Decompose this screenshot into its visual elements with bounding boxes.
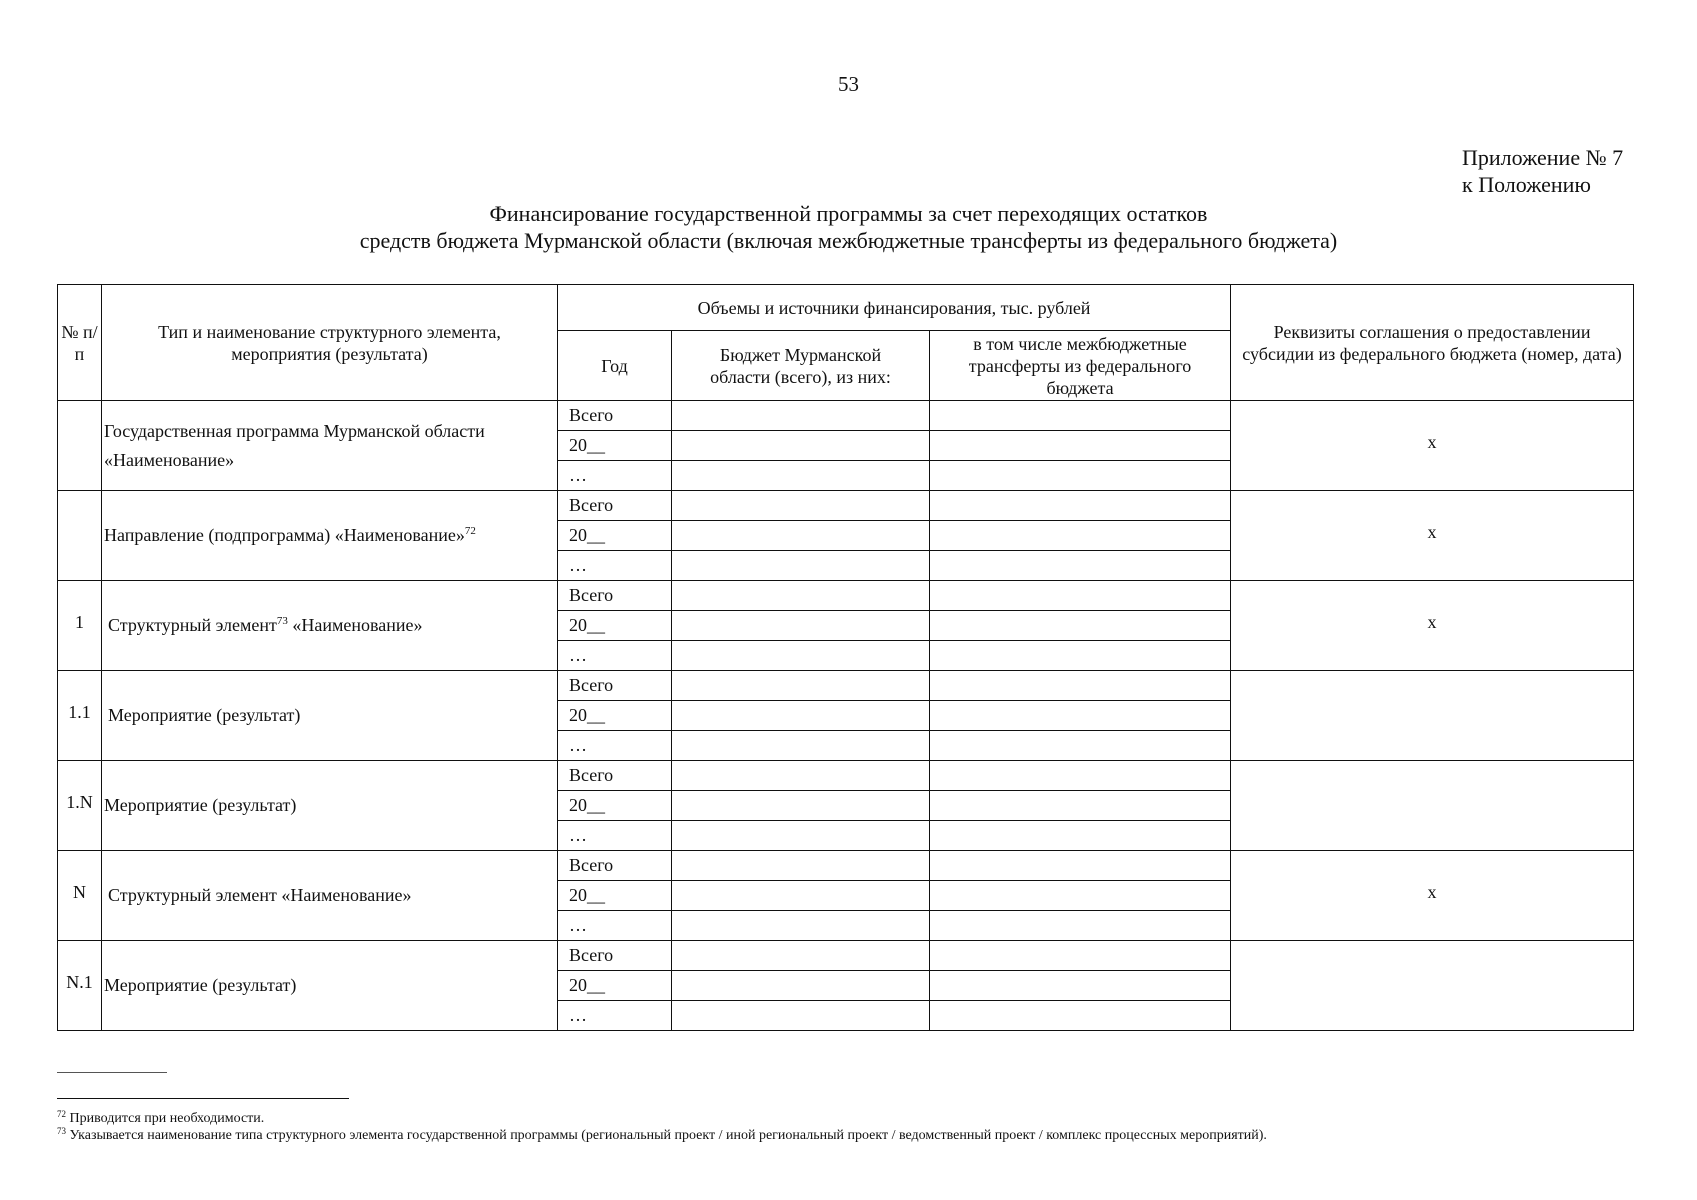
regional-budget-cell: [672, 401, 930, 431]
requisites-mark: x: [1427, 612, 1437, 632]
footnotes: [57, 1110, 1267, 1144]
year-cell: …: [558, 551, 672, 581]
federal-transfers-cell: [930, 761, 1231, 791]
requisites-mark: x: [1427, 432, 1437, 452]
element-name-text: Государственная программа Мурманской области «Наименование»: [104, 420, 485, 470]
element-name-text: Мероприятие (результат): [104, 795, 297, 815]
requisites-mark: x: [1427, 882, 1437, 902]
table-row: [58, 941, 1634, 971]
agreement-requisites-cell: [1231, 581, 1634, 671]
appendix-line-2: к Положению: [1462, 172, 1591, 197]
header-federal-transfers: в том числе межбюджетные трансферты из федерального бюджета: [930, 331, 1231, 401]
regional-budget-cell: [672, 941, 930, 971]
regional-budget-cell: [672, 881, 930, 911]
appendix-reference: [1462, 144, 1623, 198]
year-cell: Всего: [558, 581, 672, 611]
federal-transfers-cell: [930, 521, 1231, 551]
header-number: № п/п: [58, 285, 102, 401]
row-number-text: 1.N: [66, 792, 93, 812]
year-cell: …: [558, 461, 672, 491]
regional-budget-cell: [672, 521, 930, 551]
agreement-requisites-cell: [1231, 941, 1634, 1031]
agreement-requisites-cell: [1231, 671, 1634, 761]
row-number: [58, 851, 102, 941]
header-agreement-requisites: Реквизиты соглашения о предоставлении субсидии из федерального бюджета (номер, дата): [1231, 285, 1634, 401]
regional-budget-cell: [672, 641, 930, 671]
regional-budget-cell: [672, 761, 930, 791]
element-name-text: Структурный элемент: [108, 615, 277, 635]
year-cell: …: [558, 731, 672, 761]
element-name-text: Мероприятие (результат): [108, 705, 301, 725]
regional-budget-cell: [672, 821, 930, 851]
federal-transfers-cell: [930, 551, 1231, 581]
page-number: 53: [838, 72, 859, 96]
appendix-line-1: Приложение № 7: [1462, 145, 1624, 170]
element-name-suffix: «Наименование»: [287, 615, 423, 635]
year-cell: 20__: [558, 971, 672, 1001]
footnote-73: [57, 1127, 1267, 1144]
regional-budget-cell: [672, 551, 930, 581]
year-cell: 20__: [558, 611, 672, 641]
table-row: [58, 671, 1634, 701]
regional-budget-cell: [672, 1001, 930, 1031]
document-title: [0, 200, 1697, 254]
element-name: [102, 941, 558, 1031]
year-cell: 20__: [558, 791, 672, 821]
table-row: [58, 761, 1634, 791]
row-number-text: N.1: [66, 972, 93, 992]
regional-budget-cell: [672, 581, 930, 611]
row-number-text: N: [73, 882, 86, 902]
row-number-text: 1.1: [68, 702, 91, 722]
requisites-mark: x: [1427, 522, 1437, 542]
regional-budget-cell: [672, 791, 930, 821]
element-name: [102, 671, 558, 761]
element-name-text: Мероприятие (результат): [104, 975, 297, 995]
year-cell: 20__: [558, 881, 672, 911]
year-cell: Всего: [558, 851, 672, 881]
table-row: [58, 851, 1634, 881]
regional-budget-cell: [672, 671, 930, 701]
table-row: [58, 491, 1634, 521]
header-funding: Объемы и источники финансирования, тыс. рублей: [558, 285, 1231, 331]
table-row: [58, 581, 1634, 611]
federal-transfers-cell: [930, 1001, 1231, 1031]
year-cell: Всего: [558, 671, 672, 701]
agreement-requisites-cell: [1231, 761, 1634, 851]
federal-transfers-cell: [930, 401, 1231, 431]
federal-transfers-cell: [930, 701, 1231, 731]
footnote-reference: 72: [464, 525, 476, 537]
row-number: [58, 671, 102, 761]
element-name-text: Структурный элемент «Наименование»: [108, 885, 412, 905]
element-name: [102, 581, 558, 671]
year-cell: Всего: [558, 761, 672, 791]
federal-transfers-cell: [930, 731, 1231, 761]
federal-transfers-cell: [930, 611, 1231, 641]
federal-transfers-cell: [930, 911, 1231, 941]
row-number: [58, 491, 102, 581]
federal-transfers-cell: [930, 491, 1231, 521]
federal-transfers-cell: [930, 671, 1231, 701]
footnote-rule-short: [57, 1072, 167, 1073]
federal-transfers-cell: [930, 791, 1231, 821]
title-line-1: Финансирование государственной программы за счет переходящих остатков: [489, 201, 1208, 226]
row-number: [58, 581, 102, 671]
year-cell: 20__: [558, 701, 672, 731]
regional-budget-cell: [672, 611, 930, 641]
federal-transfers-cell: [930, 581, 1231, 611]
regional-budget-cell: [672, 731, 930, 761]
header-regional-budget: Бюджет Мурманской области (всего), из них:: [672, 331, 930, 401]
table-body: [58, 401, 1634, 1031]
regional-budget-cell: [672, 701, 930, 731]
row-number: [58, 761, 102, 851]
regional-budget-cell: [672, 851, 930, 881]
regional-budget-cell: [672, 431, 930, 461]
element-name: [102, 851, 558, 941]
regional-budget-cell: [672, 491, 930, 521]
year-cell: Всего: [558, 491, 672, 521]
federal-transfers-cell: [930, 461, 1231, 491]
federal-transfers-cell: [930, 971, 1231, 1001]
federal-transfers-cell: [930, 641, 1231, 671]
footnote-text: Приводится при необходимости.: [69, 1111, 265, 1126]
year-cell: 20__: [558, 521, 672, 551]
header-year: Год: [558, 331, 672, 401]
row-number: [58, 401, 102, 491]
year-cell: …: [558, 1001, 672, 1031]
footnote-reference: 73: [276, 615, 288, 627]
footnote-mark: 72: [57, 1109, 66, 1119]
federal-transfers-cell: [930, 851, 1231, 881]
element-name-text: Направление (подпрограмма) «Наименование»: [104, 525, 465, 545]
year-cell: …: [558, 911, 672, 941]
element-name: [102, 491, 558, 581]
year-cell: …: [558, 641, 672, 671]
agreement-requisites-cell: [1231, 491, 1634, 581]
year-cell: 20__: [558, 431, 672, 461]
regional-budget-cell: [672, 911, 930, 941]
table-row: [58, 401, 1634, 431]
regional-budget-cell: [672, 971, 930, 1001]
footnote-text: Указывается наименование типа структурного элемента государственной программы (региональный проект / иной региональный проект / ведомственный проект / комплекс процессных мероприятий).: [69, 1128, 1267, 1143]
row-number: [58, 941, 102, 1031]
federal-transfers-cell: [930, 821, 1231, 851]
footnote-separator: [57, 1098, 349, 1099]
federal-transfers-cell: [930, 431, 1231, 461]
footnote-72: [57, 1110, 1267, 1127]
financing-table: [57, 284, 1634, 1031]
year-cell: Всего: [558, 941, 672, 971]
header-element-name: Тип и наименование структурного элемента, мероприятия (результата): [102, 285, 558, 401]
agreement-requisites-cell: [1231, 401, 1634, 491]
year-cell: Всего: [558, 401, 672, 431]
row-number-text: 1: [75, 612, 84, 632]
title-line-2: средств бюджета Мурманской области (включая межбюджетные трансферты из федерального бюджета): [359, 228, 1338, 253]
agreement-requisites-cell: [1231, 851, 1634, 941]
federal-transfers-cell: [930, 941, 1231, 971]
element-name: [102, 761, 558, 851]
footnote-mark: 73: [57, 1126, 66, 1136]
federal-transfers-cell: [930, 881, 1231, 911]
element-name: [102, 401, 558, 491]
regional-budget-cell: [672, 461, 930, 491]
year-cell: …: [558, 821, 672, 851]
